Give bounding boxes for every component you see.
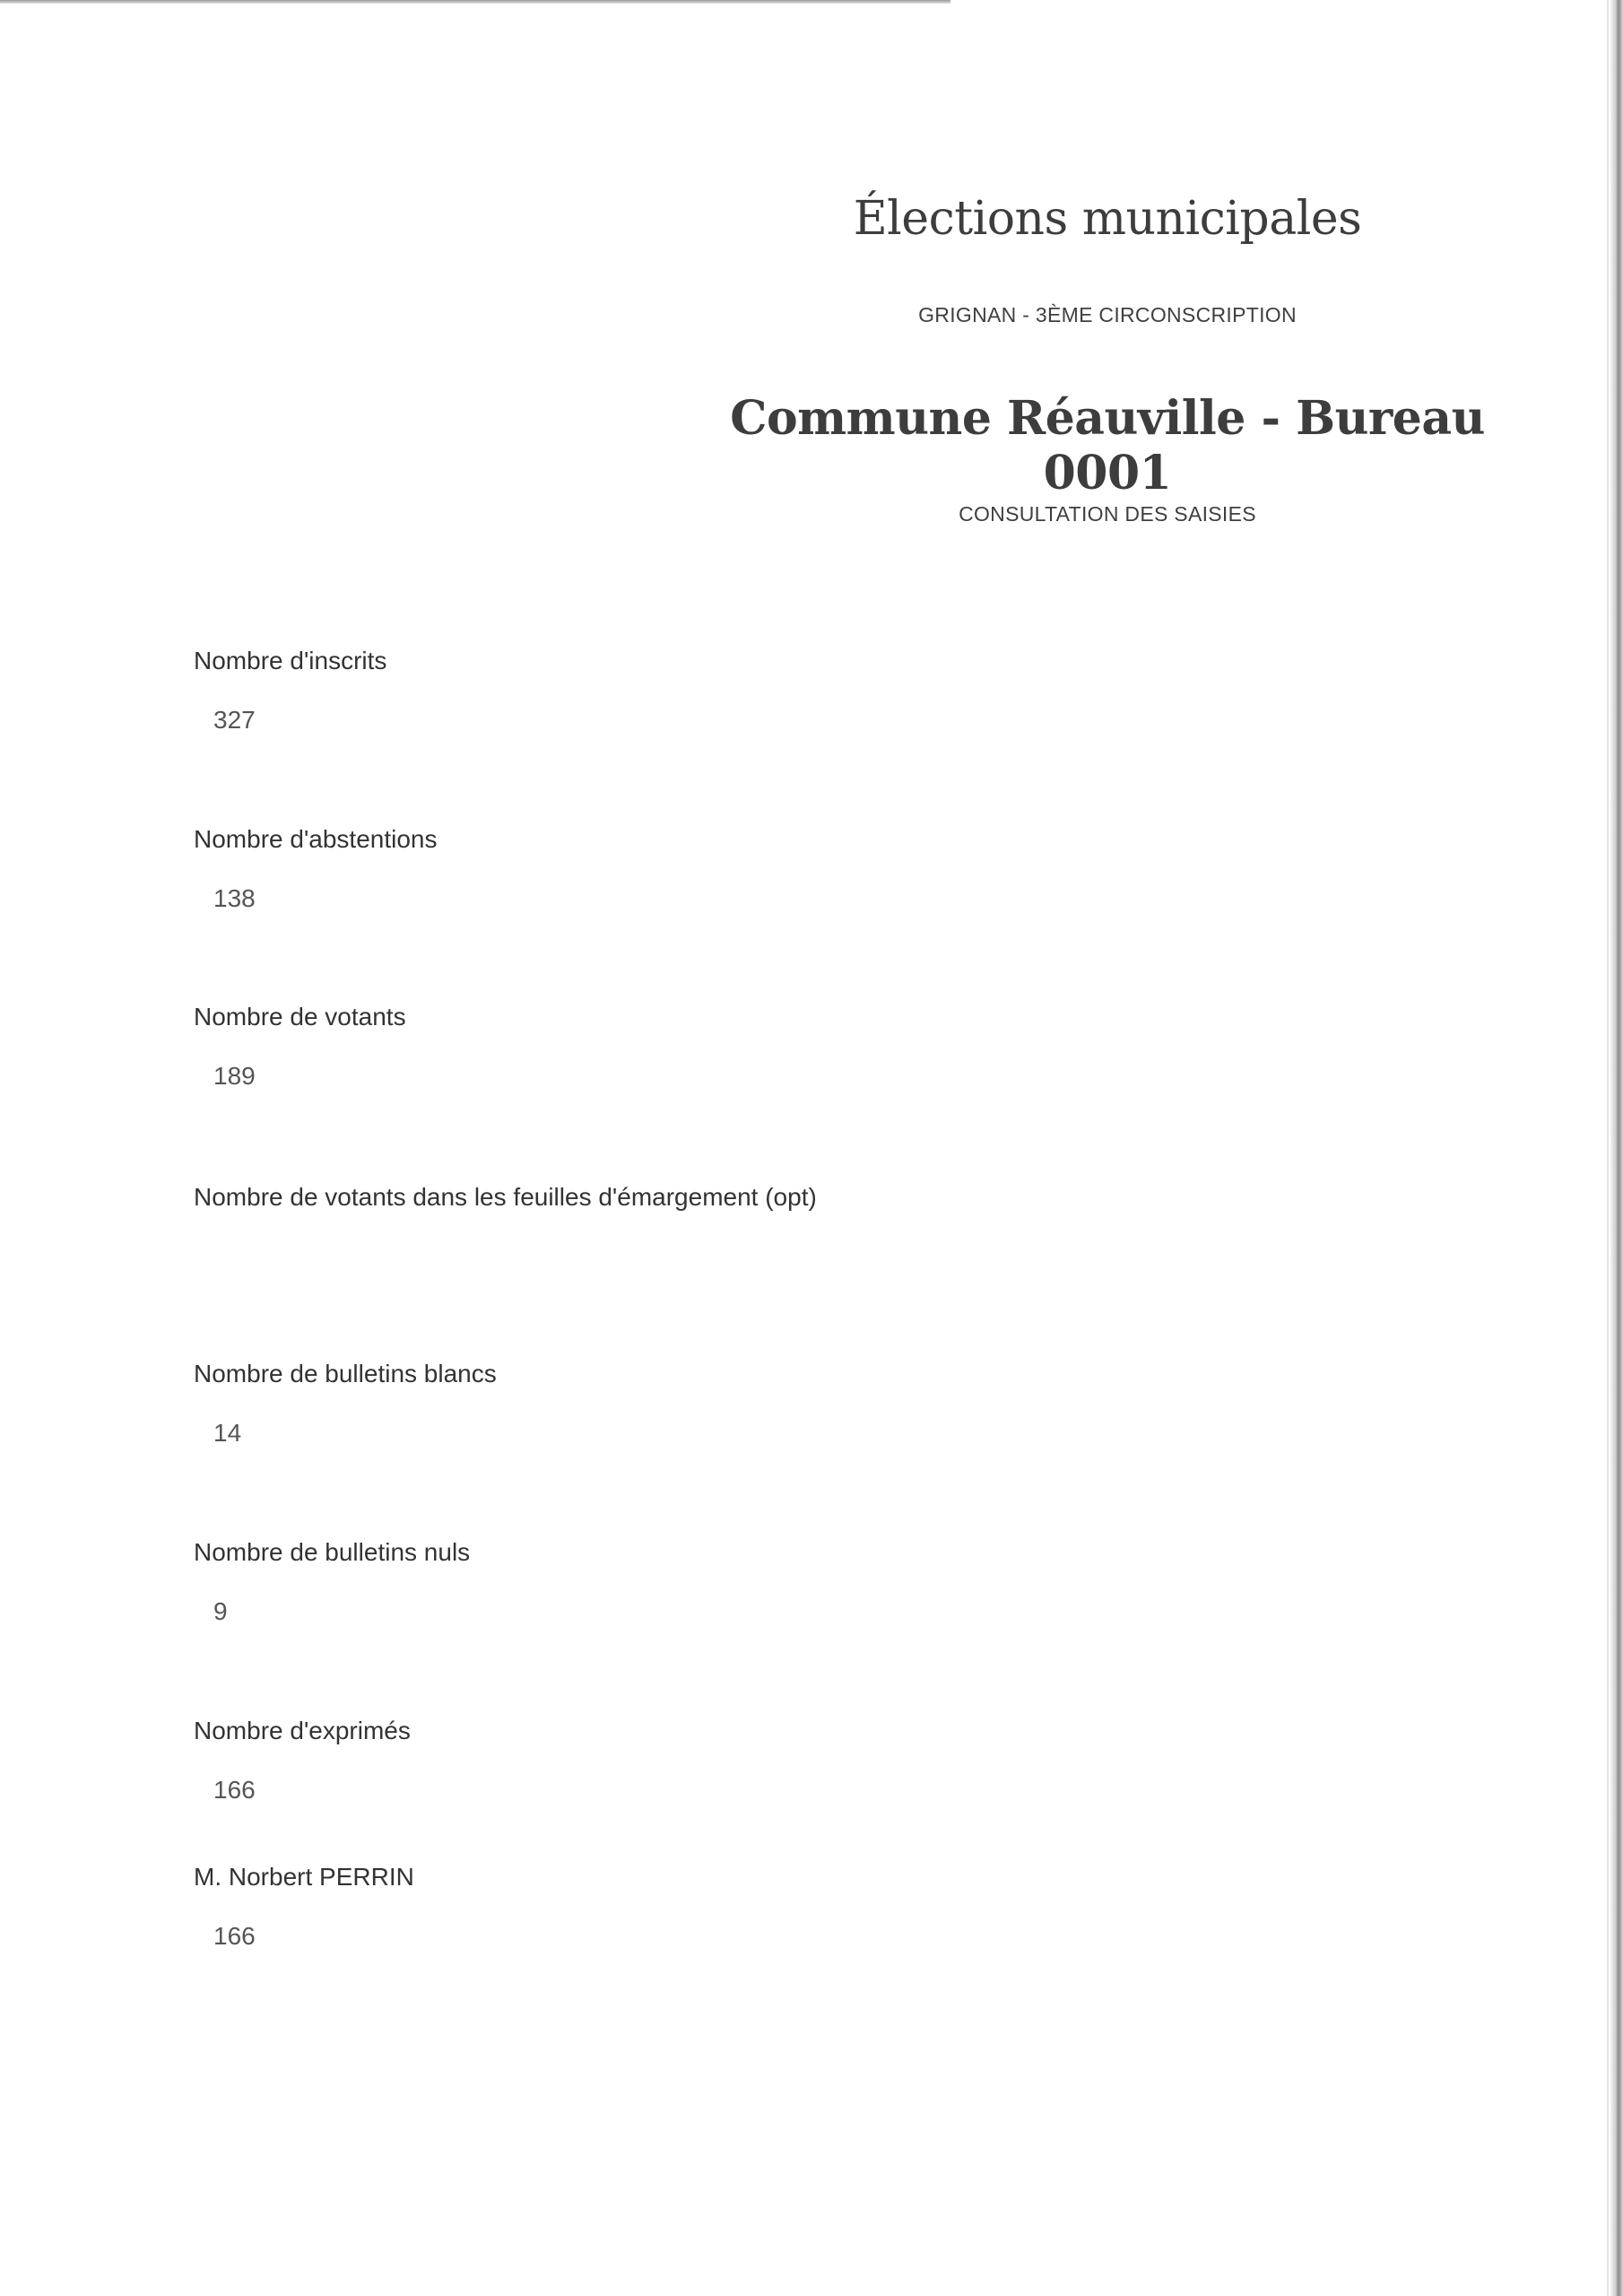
field-label: Nombre de votants dans les feuilles d'émargement (opt) (194, 1183, 817, 1211)
circonscription-subtitle: GRIGNAN - 3ÈME CIRCONSCRIPTION (918, 303, 1297, 326)
page-title: Élections municipales (853, 192, 1362, 246)
field-value: 166 (213, 1776, 256, 1804)
field-value: 14 (213, 1419, 242, 1447)
field-value: 327 (213, 706, 256, 734)
field-label: Nombre de bulletins blancs (194, 1360, 497, 1387)
scan-right-edge (1610, 0, 1623, 2296)
field-value: 138 (213, 884, 256, 912)
field-bulletins-nuls (194, 1537, 1449, 1627)
candidate-name: M. Norbert PERRIN (194, 1863, 414, 1891)
section-label: CONSULTATION DES SAISIES (959, 502, 1256, 526)
field-bulletins-blancs (194, 1359, 1449, 1448)
field-inscrits (194, 646, 1449, 735)
field-votants-emargement (194, 1182, 1449, 1272)
field-value: 189 (213, 1062, 256, 1090)
field-abstentions (194, 824, 1449, 914)
field-exprimes (194, 1716, 1449, 1805)
field-candidate (194, 1862, 1449, 1952)
candidate-votes: 166 (213, 1922, 256, 1950)
field-value (213, 1241, 1449, 1272)
field-label: Nombre de bulletins nuls (194, 1538, 471, 1566)
bureau-heading: Commune Réauville - Bureau 0001 (730, 391, 1485, 500)
field-label: Nombre d'inscrits (194, 647, 387, 674)
field-value: 9 (213, 1597, 228, 1625)
field-label: Nombre d'exprimés (194, 1717, 411, 1744)
scan-top-edge (0, 0, 950, 4)
field-label: Nombre de votants (194, 1003, 406, 1031)
field-label: Nombre d'abstentions (194, 825, 438, 853)
field-votants (194, 1002, 1449, 1091)
